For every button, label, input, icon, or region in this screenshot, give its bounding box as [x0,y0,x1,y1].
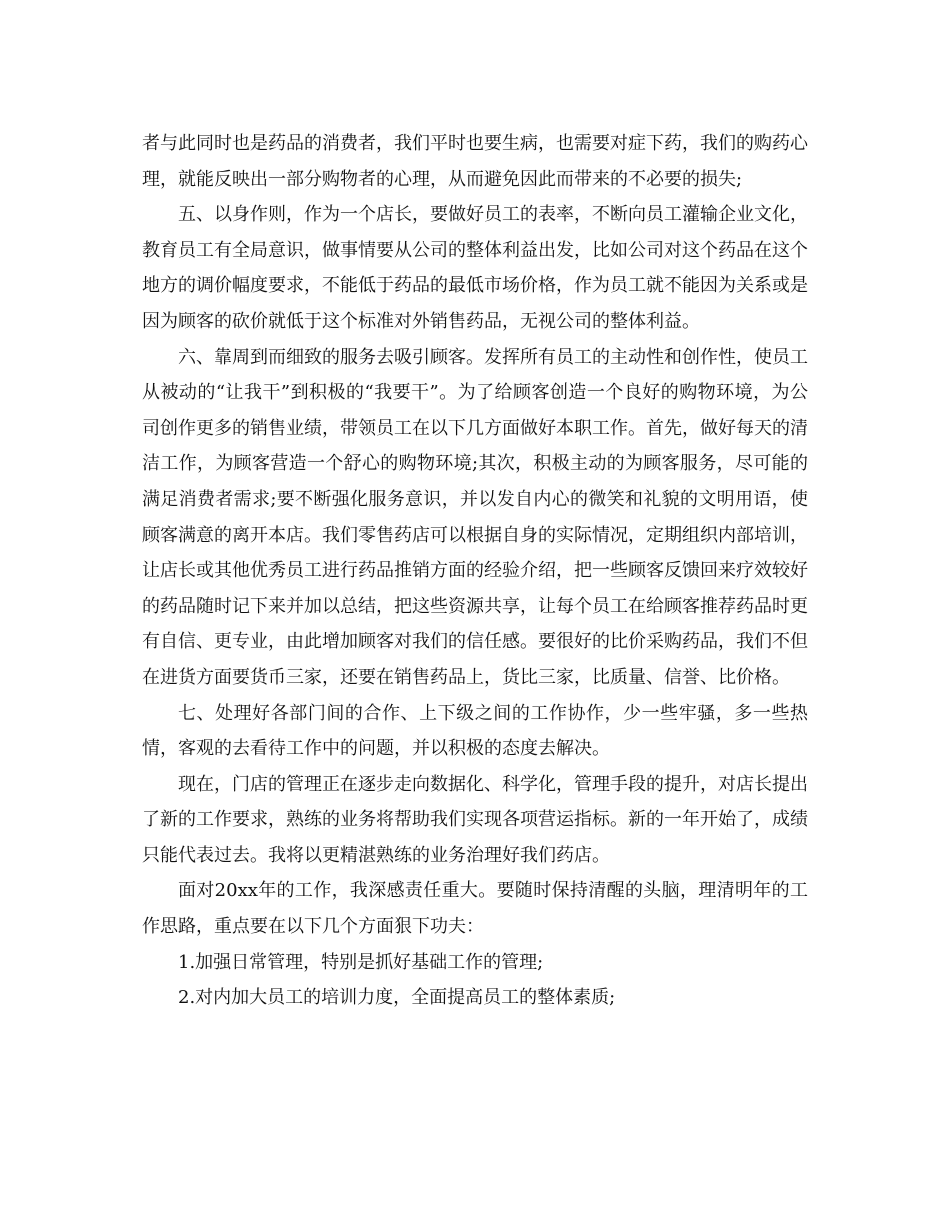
paragraph-1: 者与此同时也是药品的消费者，我们平时也要生病，也需要对症下药，我们的购药心理，就能反映出一部分购物者的心理，从而避免因此而带来的不必要的损失; [142,133,808,190]
paragraph-5: 现在，门店的管理正在逐步走向数据化、科学化，管理手段的提升，对店长提出了新的工作要求，熟练的业务将帮助我们实现各项营运指标。新的一年开始了，成绩只能代表过去。我将以更精湛熟练的业务治理好我们药店。 [142,773,808,866]
paragraph-2: 五、以身作则，作为一个店长，要做好员工的表率，不断向员工灌输企业文化，教育员工有全局意识，做事情要从公司的整体利益出发，比如公司对这个药品在这个地方的调价幅度要求，不能低于药品的最低市场价格，作为员工就不能因为关系或是因为顾客的砍价就低于这个标准对外销售药品，无视公司的整体利益。 [142,204,808,332]
paragraph-3: 六、靠周到而细致的服务去吸引顾客。发挥所有员工的主动性和创作性，使员工从被动的“让我干”到积极的“我要干”。为了给顾客创造一个良好的购物环境，为公司创作更多的销售业绩，带领员工在以下几方面做好本职工作。首先，做好每天的清洁工作，为顾客营造一个舒心的购物环境;其次，积极主动的为顾客服务，尽可能的满足消费者需求;要不断强化服务意识，并以发自内心的微笑和礼貌的文明用语，使顾客满意的离开本店。我们零售药店可以根据自身的实际情况，定期组织内部培训，让店长或其他优秀员工进行药品推销方面的经验介绍，把一些顾客反馈回来疗效较好的药品随时记下来并加以总结，把这些资源共享，让每个员工在给顾客推荐药品时更有自信、更专业，由此增加顾客对我们的信任感。要很好的比价采购药品，我们不但在进货方面要货币三家，还要在销售药品上，货比三家，比质量、信誉、比价格。 [142,346,808,688]
paragraph-6: 面对20xx年的工作，我深感责任重大。要随时保持清醒的头脑，理清明年的工作思路，重点要在以下几个方面狠下功夫： [142,880,808,938]
paragraph-4: 七、处理好各部门间的合作、上下级之间的工作协作，少一些牢骚，多一些热情，客观的去看待工作中的问题，并以积极的态度去解决。 [142,702,808,760]
list-item-1: 1.加强日常管理，特别是抓好基础工作的管理; [178,951,544,973]
list-item-2: 2.对内加大员工的培训力度，全面提高员工的整体素质; [178,987,616,1009]
document-body [142,126,808,1016]
